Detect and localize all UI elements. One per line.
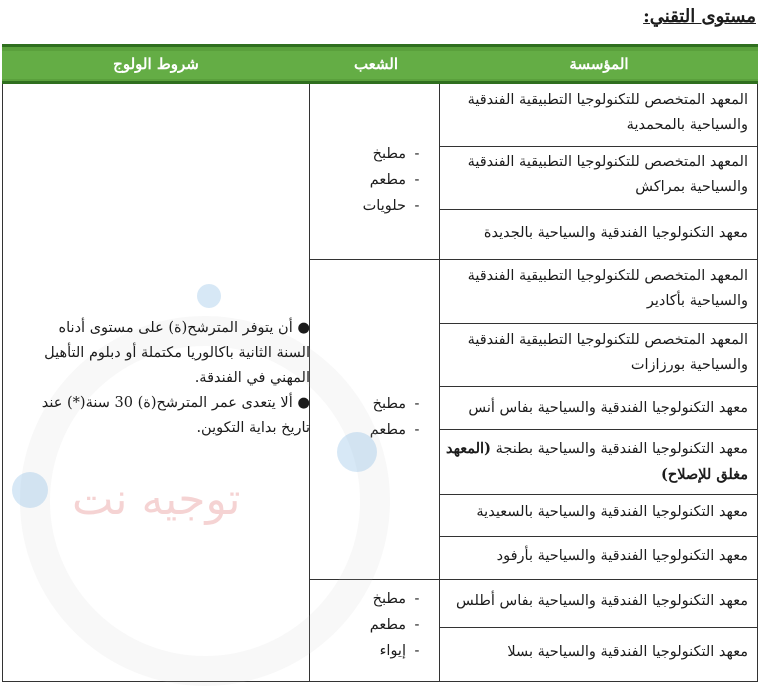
institution-ouarzazate: المعهد المتخصص للتكنولوجيا التطبيقية الفندقية والسياحية بورزازات: [467, 332, 748, 373]
condition-item: ● ألا يتعدى عمر المترشح(ة) 30 سنة(*) عند تاريخ بداية التكوين.: [41, 395, 310, 436]
institution-erfoud: معهد التكنولوجيا الفندقية والسياحية بأرفود: [496, 548, 748, 564]
branch-kitchen: مطبخ: [372, 396, 406, 412]
header-branches: الشعب: [353, 55, 399, 73]
institutions-table: [2, 44, 758, 682]
institution-fes-atlas: معهد التكنولوجيا الفندقية والسياحية بفاس أطلس: [456, 593, 748, 609]
institution-mohammedia: المعهد المتخصص للتكنولوجيا التطبيقية الفندقية والسياحية بالمحمدية: [467, 92, 748, 133]
institution-sale: معهد التكنولوجيا الفندقية والسياحية بسلا: [507, 644, 748, 660]
branches-group-3: - مطبخ - مطعم - إيواء: [369, 591, 420, 659]
branch-kitchen: مطبخ: [372, 591, 406, 607]
institution-marrakech: المعهد المتخصص للتكنولوجيا التطبيقية الفندقية والسياحية بمراكش: [467, 154, 748, 195]
watermark-bubble: [337, 432, 377, 472]
branch-kitchen: مطبخ: [372, 146, 406, 162]
branches-group-1: - مطبخ - مطعم - حلويات: [362, 146, 420, 214]
header-institution: المؤسسة: [569, 55, 629, 73]
branch-restaurant: مطعم: [369, 172, 406, 188]
admission-conditions: [32, 316, 310, 441]
institution-fes-anas: معهد التكنولوجيا الفندقية والسياحية بفاس أنس: [468, 400, 748, 416]
watermark-bubble: [12, 472, 48, 508]
institution-eljadida: معهد التكنولوجيا الفندقية والسياحية بالجديدة: [483, 225, 748, 241]
branch-pastry: حلويات: [362, 198, 406, 214]
condition-item: ● أن يتوفر المترشح(ة) على مستوى أدناه السنة الثانية باكالوريا مكتملة أو دبلوم التأهيل المهني في الفندقة.: [44, 320, 310, 386]
institution-tangier: معهد التكنولوجيا الفندقية والسياحية بطنجة (المعهد مغلق للإصلاح): [445, 440, 748, 483]
branch-accommodation: إيواء: [379, 643, 406, 659]
institution-agadir: المعهد المتخصص للتكنولوجيا التطبيقية الفندقية والسياحية بأكادير: [467, 268, 748, 309]
section-title: مستوى التقني:: [643, 6, 756, 27]
watermark-bubble: [197, 284, 221, 308]
branches-group-2: - مطبخ - مطعم: [369, 396, 420, 438]
branch-restaurant: مطعم: [369, 422, 406, 438]
closed-note: (المعهد مغلق للإصلاح): [445, 440, 748, 483]
table-header: [2, 44, 758, 84]
institution-saidia: معهد التكنولوجيا الفندقية والسياحية بالسعيدية: [476, 504, 748, 520]
watermark-logo-text: توجيه نت: [72, 474, 241, 525]
branch-restaurant: مطعم: [369, 617, 406, 633]
header-conditions: شروط الولوج: [113, 55, 199, 73]
